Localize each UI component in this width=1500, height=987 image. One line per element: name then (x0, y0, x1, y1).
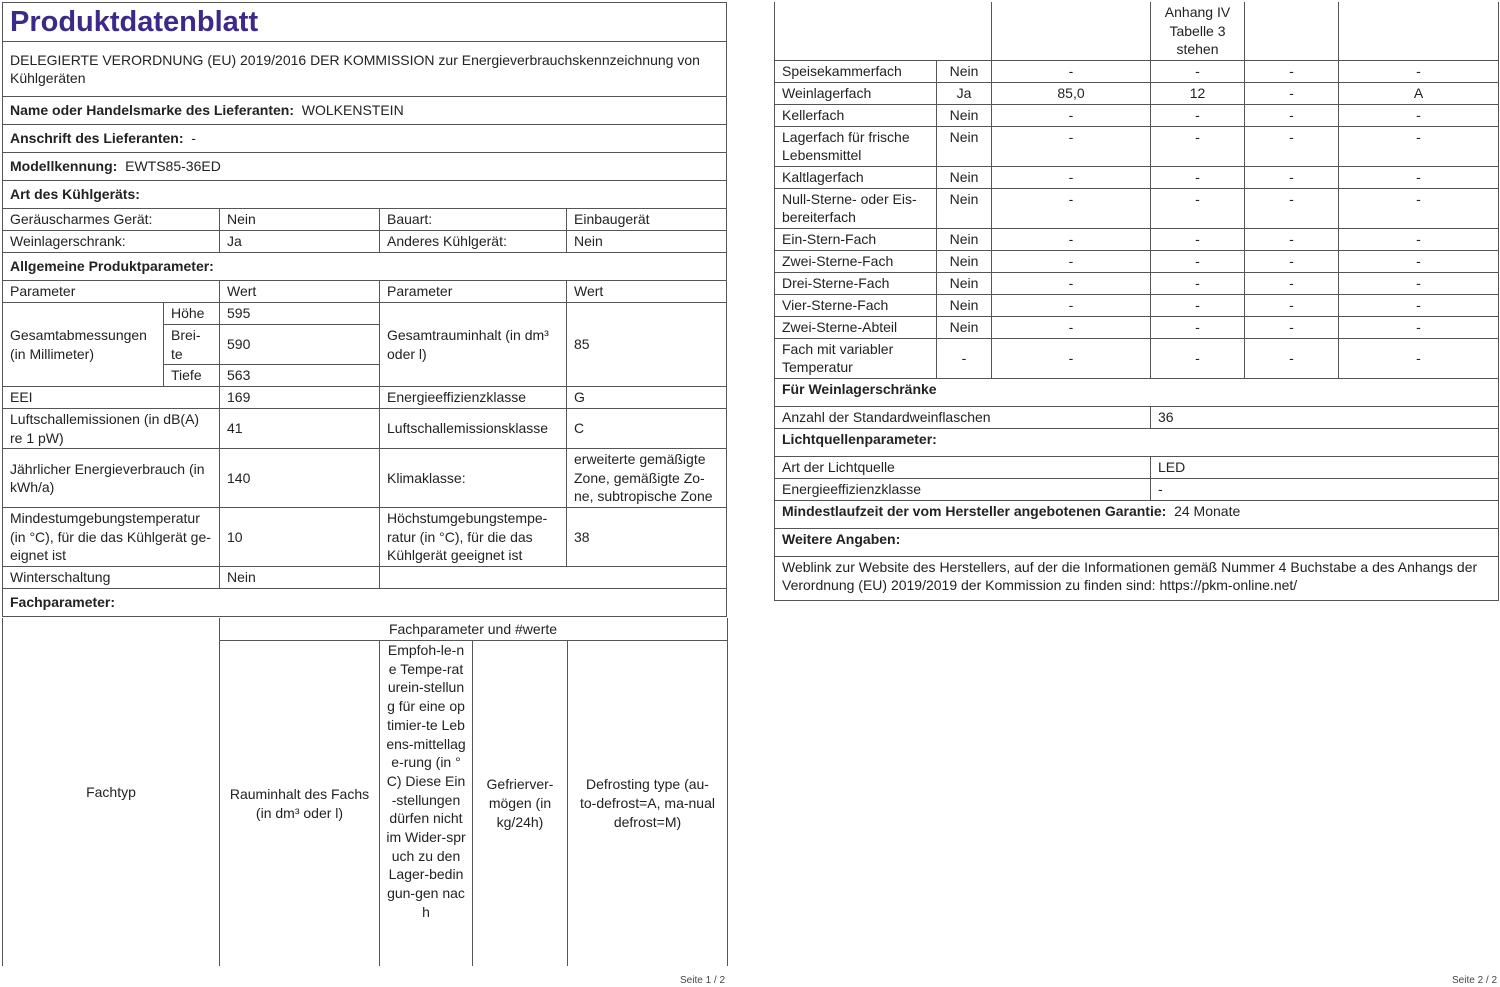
more-text: Weblink zur Website des Herstellers, auf der die Informationen gemäß Nummer 4 Buchstabe a des Anhangs der Verordnung (EU) 2019/2019 der Kommission zu finden sind: https://pkm-online.net/ (775, 556, 1499, 600)
fach-name: Vier-Sterne-Fach (775, 294, 937, 316)
param-value: C (567, 409, 727, 449)
supplier-row (3, 97, 727, 125)
wine-bottles-label: Anzahl der Standardweinflaschen (775, 406, 1151, 428)
fach-present: Nein (937, 126, 992, 166)
fach-name: Null-Sterne- oder Eis-bereiterfach (775, 188, 937, 228)
fach-temperature: - (1151, 166, 1245, 188)
fach-header: Fachparameter: (3, 589, 727, 617)
type-label: Weinlagerschrank: (3, 231, 220, 253)
fach-present: Nein (937, 294, 992, 316)
fach-col-type: Fachtyp (86, 784, 136, 800)
datasheet-table-page-2 (774, 2, 1499, 601)
fach-row (775, 228, 1499, 250)
wine-bottles-value: 36 (1151, 406, 1499, 428)
fach-row (775, 316, 1499, 338)
fach-defrost: - (1339, 272, 1499, 294)
fach-volume: - (992, 294, 1151, 316)
volume-label: Gesamtrauminhalt (in dm³ oder l) (380, 303, 567, 387)
fach-name: Zwei-Sterne-Abteil (775, 316, 937, 338)
col-header-param: Parameter (3, 281, 220, 303)
annex-note: Anhang IV Tabelle 3 stehen (1151, 2, 1245, 60)
param-value: 41 (220, 409, 380, 449)
fach-freezing: - (1245, 294, 1339, 316)
fach-volume: - (992, 228, 1151, 250)
fach-name: Ein-Stern-Fach (775, 228, 937, 250)
fach-temperature: - (1151, 228, 1245, 250)
param-label: Luftschallemissionsklasse (380, 409, 567, 449)
warranty-label: Mindestlaufzeit der vom Hersteller angebotenen Garantie: (782, 502, 1167, 519)
fach-present: Nein (937, 250, 992, 272)
col-header-value: Wert (220, 281, 380, 303)
param-label: Jährlicher Energieverbrauch (in kWh/a) (3, 449, 220, 508)
param-label: Energieeffizienzklasse (380, 387, 567, 409)
dim-label: Tiefe (164, 365, 220, 387)
page-title: Produktdatenblatt (3, 3, 727, 42)
regulation-text: DELEGIERTE VERORDNUNG (EU) 2019/2016 DER KOMMISSION zur Energieverbrauchskennzeichnung von Kühlgeräten (3, 42, 727, 97)
param-value: 10 (220, 508, 380, 567)
fach-present: Nein (937, 60, 992, 82)
page-footer: Seite 2 / 2 (1452, 975, 1498, 986)
fach-present: Nein (937, 316, 992, 338)
fach-defrost: - (1339, 228, 1499, 250)
param-empty (380, 567, 727, 589)
dim-value: 595 (220, 303, 380, 325)
fach-row (775, 166, 1499, 188)
type-label: Anderes Kühlgerät: (380, 231, 567, 253)
fach-group-header: Fachparameter und #werte (219, 618, 727, 641)
fach-name: Zwei-Sterne-Fach (775, 250, 937, 272)
fach-temperature: - (1151, 104, 1245, 126)
fach-present: Ja (937, 82, 992, 104)
top-empty (1339, 2, 1499, 60)
fach-col-freezing: Gefrierver-mögen (in kg/24h) (486, 776, 554, 830)
fach-defrost: - (1339, 166, 1499, 188)
address-value: - (191, 130, 196, 147)
fach-volume: - (992, 126, 1151, 166)
fach-freezing: - (1245, 126, 1339, 166)
fach-table (2, 618, 728, 966)
fach-defrost: - (1339, 126, 1499, 166)
light-header: Lichtquellenparameter: (775, 428, 1499, 456)
fach-temperature: - (1151, 338, 1245, 378)
fach-defrost: - (1339, 294, 1499, 316)
fach-temperature: - (1151, 126, 1245, 166)
fach-volume: - (992, 166, 1151, 188)
fach-volume: - (992, 272, 1151, 294)
fach-present: Nein (937, 104, 992, 126)
model-value: EWTS85-36ED (125, 158, 221, 175)
fach-freezing: - (1245, 60, 1339, 82)
fach-temperature: - (1151, 60, 1245, 82)
fach-volume: - (992, 250, 1151, 272)
fach-volume: - (992, 316, 1151, 338)
fach-temperature: - (1151, 188, 1245, 228)
fach-present: Nein (937, 166, 992, 188)
fach-row (775, 294, 1499, 316)
fach-present: Nein (937, 188, 992, 228)
fach-col-defrost: Defrosting type (au-to-defrost=A, ma-nual defrost=M) (579, 776, 715, 830)
fach-freezing: - (1245, 166, 1339, 188)
fach-name: Weinlagerfach (775, 82, 937, 104)
dim-value: 590 (220, 325, 380, 365)
type-value: Ja (220, 231, 380, 253)
fach-temperature: - (1151, 272, 1245, 294)
warranty-value: 24 Monate (1174, 502, 1241, 519)
more-header: Weitere Angaben: (775, 528, 1499, 556)
type-value: Einbaugerät (567, 209, 727, 231)
fach-name: Fach mit variabler Temperatur (775, 338, 937, 378)
fach-row (775, 82, 1499, 104)
fach-row (775, 338, 1499, 378)
fach-row (775, 272, 1499, 294)
fach-col-volume: Rauminhalt des Fachs (in dm³ oder l) (229, 785, 370, 821)
dim-label: Brei-te (164, 325, 220, 365)
fach-name: Kaltlagerfach (775, 166, 937, 188)
type-value: Nein (220, 209, 380, 231)
model-row (3, 153, 727, 181)
param-value: 38 (567, 508, 727, 567)
fach-defrost: - (1339, 316, 1499, 338)
top-empty (775, 2, 992, 60)
type-label: Geräuscharmes Gerät: (3, 209, 220, 231)
general-header: Allgemeine Produktparameter: (3, 253, 727, 281)
fach-temperature: - (1151, 250, 1245, 272)
fach-volume: - (992, 338, 1151, 378)
fach-volume: 85,0 (992, 82, 1151, 104)
fach-defrost: - (1339, 104, 1499, 126)
fach-name: Drei-Sterne-Fach (775, 272, 937, 294)
param-value: G (567, 387, 727, 409)
supplier-value: WOLKENSTEIN (301, 102, 404, 119)
page-1 (2, 2, 726, 920)
type-value: Nein (567, 231, 727, 253)
fach-freezing: - (1245, 228, 1339, 250)
col-header-param: Parameter (380, 281, 567, 303)
fach-name: Lagerfach für frische Lebensmittel (775, 126, 937, 166)
type-header: Art des Kühlgeräts: (3, 181, 727, 209)
light-type-value: LED (1151, 456, 1499, 478)
fach-temperature: 12 (1151, 82, 1245, 104)
fach-name: Kellerfach (775, 104, 937, 126)
fach-present: - (937, 338, 992, 378)
supplier-label: Name oder Handelsmarke des Lieferanten: (10, 102, 294, 119)
fach-freezing: - (1245, 316, 1339, 338)
datasheet-table-page-1 (2, 2, 727, 617)
param-label: Mindestumgebungstemperatur (in °C), für die das Kühlgerät ge-eignet ist (3, 508, 220, 567)
dims-label: Gesamtabmessungen (in Millimeter) (3, 303, 164, 387)
fach-name: Speisekammerfach (775, 60, 937, 82)
fach-defrost: - (1339, 60, 1499, 82)
fach-defrost: - (1339, 338, 1499, 378)
param-value: Nein (220, 567, 380, 589)
type-label: Bauart: (380, 209, 567, 231)
address-row (3, 125, 727, 153)
fach-temperature: - (1151, 316, 1245, 338)
fach-freezing: - (1245, 82, 1339, 104)
dim-label: Höhe (164, 303, 220, 325)
light-class-value: - (1151, 478, 1499, 500)
fach-volume: - (992, 60, 1151, 82)
param-label: EEI (3, 387, 220, 409)
param-label: Höchstumgebungstempe-ratur (in °C), für die das Kühlgerät geeignet ist (380, 508, 567, 567)
model-label: Modellkennung: (10, 158, 118, 175)
param-value: erweiterte gemäßigte Zone, gemäßigte Zo-ne, subtropische Zone (567, 449, 727, 508)
fach-volume: - (992, 104, 1151, 126)
fach-freezing: - (1245, 104, 1339, 126)
top-empty (1245, 2, 1339, 60)
page-footer: Seite 1 / 2 (680, 975, 726, 986)
fach-row (775, 60, 1499, 82)
light-type-label: Art der Lichtquelle (775, 456, 1151, 478)
fach-row (775, 188, 1499, 228)
fach-freezing: - (1245, 188, 1339, 228)
fach-freezing: - (1245, 250, 1339, 272)
fach-row (775, 126, 1499, 166)
fach-row (775, 250, 1499, 272)
fach-defrost: - (1339, 188, 1499, 228)
dim-value: 563 (220, 365, 380, 387)
top-empty (992, 2, 1151, 60)
fach-present: Nein (937, 228, 992, 250)
volume-value: 85 (567, 303, 727, 387)
fach-defrost: A (1339, 82, 1499, 104)
fach-freezing: - (1245, 272, 1339, 294)
warranty-row (775, 500, 1499, 528)
fach-col-temperature: Empfoh-le-ne Tempe-raturein-stellung für eine optimier-te Lebens-mittellage-rung (in °C) Diese Ein-stellungen dürfen nicht im Wider-spruch zu den Lager-bedingun-gen nach (386, 642, 466, 920)
fach-freezing: - (1245, 338, 1339, 378)
col-header-value: Wert (567, 281, 727, 303)
wine-header: Für Weinlagerschränke (775, 378, 1499, 406)
param-label: Winterschaltung (3, 567, 220, 589)
fach-present: Nein (937, 272, 992, 294)
page-2 (774, 2, 1498, 601)
fach-temperature: - (1151, 294, 1245, 316)
fach-volume: - (992, 188, 1151, 228)
address-label: Anschrift des Lieferanten: (10, 130, 184, 147)
fach-row (775, 104, 1499, 126)
param-label: Klimaklasse: (380, 449, 567, 508)
light-class-label: Energieeffizienzklasse (775, 478, 1151, 500)
param-value: 140 (220, 449, 380, 508)
param-value: 169 (220, 387, 380, 409)
fach-defrost: - (1339, 250, 1499, 272)
param-label: Luftschallemissionen (in dB(A) re 1 pW) (3, 409, 220, 449)
